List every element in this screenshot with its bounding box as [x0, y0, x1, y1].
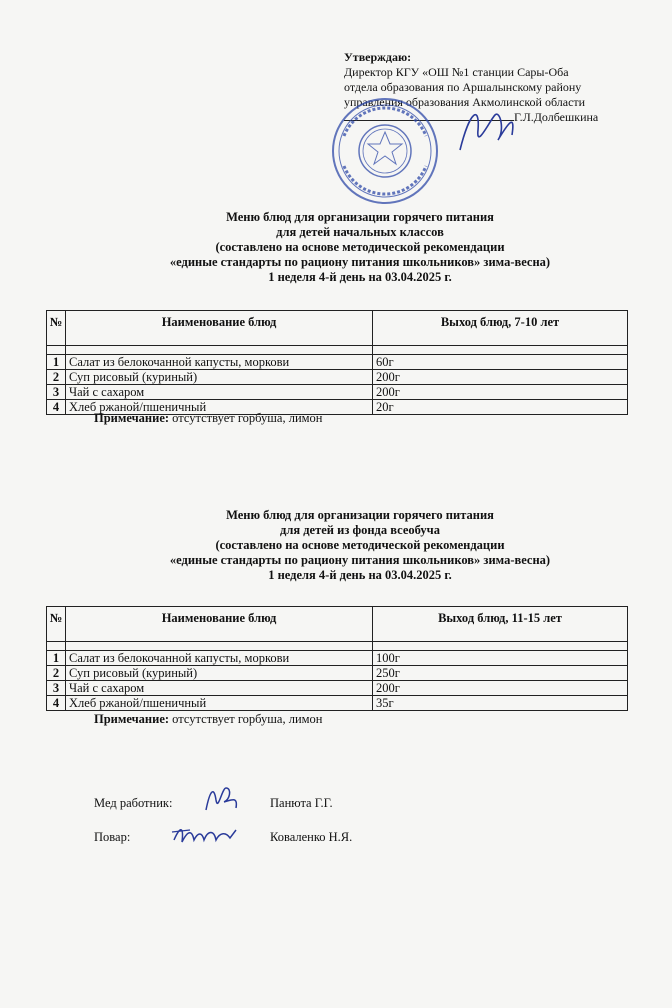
menu1-heading-line-2: для детей начальных классов	[276, 225, 444, 239]
menu1-table	[46, 310, 628, 415]
menu2-heading-line-1: Меню блюд для организации горячего питания	[226, 508, 494, 522]
signature-name: Коваленко Н.Я.	[270, 830, 353, 844]
signature-name: Панюта Г.Г.	[270, 796, 333, 810]
table-header-row	[47, 311, 628, 346]
dish-output: 100г	[373, 651, 628, 666]
official-seal-icon	[330, 96, 440, 206]
menu2-note	[94, 712, 322, 727]
row-number: 4	[47, 400, 66, 415]
dish-output: 200г	[373, 385, 628, 400]
signature-role: Мед работник:	[94, 796, 173, 810]
table-row	[47, 355, 628, 370]
dish-name: Хлеб ржаной/пшеничный	[66, 696, 373, 711]
dish-output: 35г	[373, 696, 628, 711]
table-spacer-row	[47, 346, 628, 355]
column-number: №	[47, 607, 66, 642]
note-label: Примечание:	[94, 712, 170, 726]
note-label: Примечание:	[94, 411, 170, 425]
menu2-heading	[120, 508, 600, 583]
dish-output: 200г	[373, 370, 628, 385]
dish-output: 20г	[373, 400, 628, 415]
approval-signatory: Г.Л.Долбешкина	[514, 110, 599, 124]
row-number: 3	[47, 385, 66, 400]
dish-name: Чай с сахаром	[66, 681, 373, 696]
menu2-heading-line-5: 1 неделя 4-й день на 03.04.2025 г.	[268, 568, 452, 582]
table-spacer-row	[47, 642, 628, 651]
approval-title: Утверждаю:	[344, 50, 412, 64]
dish-output: 200г	[373, 681, 628, 696]
cook-signature-icon	[170, 822, 240, 850]
column-output: Выход блюд, 11-15 лет	[373, 607, 628, 642]
dish-output: 60г	[373, 355, 628, 370]
table-row	[47, 651, 628, 666]
row-number: 1	[47, 651, 66, 666]
approval-line-2: отдела образования по Аршалынскому району	[344, 80, 582, 94]
approval-line-1: Директор КГУ «ОШ №1 станции Сары-Оба	[344, 65, 569, 79]
menu2-heading-line-3: (составлено на основе методической рекомендации	[215, 538, 505, 552]
menu1-heading-line-5: 1 неделя 4-й день на 03.04.2025 г.	[268, 270, 452, 284]
dish-name: Салат из белокочанной капусты, моркови	[66, 651, 373, 666]
note-text: отсутствует горбуша, лимон	[172, 712, 323, 726]
approval-line-3: управления образования Акмолинской области	[344, 95, 586, 109]
row-number: 3	[47, 681, 66, 696]
dish-name: Хлеб ржаной/пшеничный	[66, 400, 373, 415]
column-number: №	[47, 311, 66, 346]
table-header-row	[47, 607, 628, 642]
column-dish-name: Наименование блюд	[66, 311, 373, 346]
signature-row-cook	[94, 830, 494, 850]
table-row	[47, 696, 628, 711]
medic-signature-icon	[202, 782, 242, 816]
row-number: 2	[47, 370, 66, 385]
table-row	[47, 681, 628, 696]
note-text: отсутствует горбуша, лимон	[172, 411, 323, 425]
dish-name: Салат из белокочанной капусты, моркови	[66, 355, 373, 370]
menu1-heading-line-3: (составлено на основе методической рекомендации	[215, 240, 505, 254]
director-signature-icon	[450, 100, 520, 160]
table-row	[47, 370, 628, 385]
row-number: 1	[47, 355, 66, 370]
menu1-heading-line-1: Меню блюд для организации горячего питания	[226, 210, 494, 224]
column-dish-name: Наименование блюд	[66, 607, 373, 642]
menu2-heading-line-2: для детей из фонда всеобуча	[280, 523, 440, 537]
column-output: Выход блюд, 7-10 лет	[373, 311, 628, 346]
dish-output: 250г	[373, 666, 628, 681]
signature-role: Повар:	[94, 830, 131, 844]
row-number: 4	[47, 696, 66, 711]
table-row	[47, 385, 628, 400]
menu2-heading-line-4: «единые стандарты по рациону питания школьников» зима-весна)	[169, 553, 551, 567]
menu1-heading-line-4: «единые стандарты по рациону питания школьников» зима-весна)	[169, 255, 551, 269]
dish-name: Суп рисовый (куриный)	[66, 370, 373, 385]
menu1-note	[94, 411, 322, 426]
menu2-table	[46, 606, 628, 711]
row-number: 2	[47, 666, 66, 681]
table-row	[47, 666, 628, 681]
signature-row-medic	[94, 796, 494, 816]
menu1-heading	[120, 210, 600, 285]
dish-name: Суп рисовый (куриный)	[66, 666, 373, 681]
dish-name: Чай с сахаром	[66, 385, 373, 400]
